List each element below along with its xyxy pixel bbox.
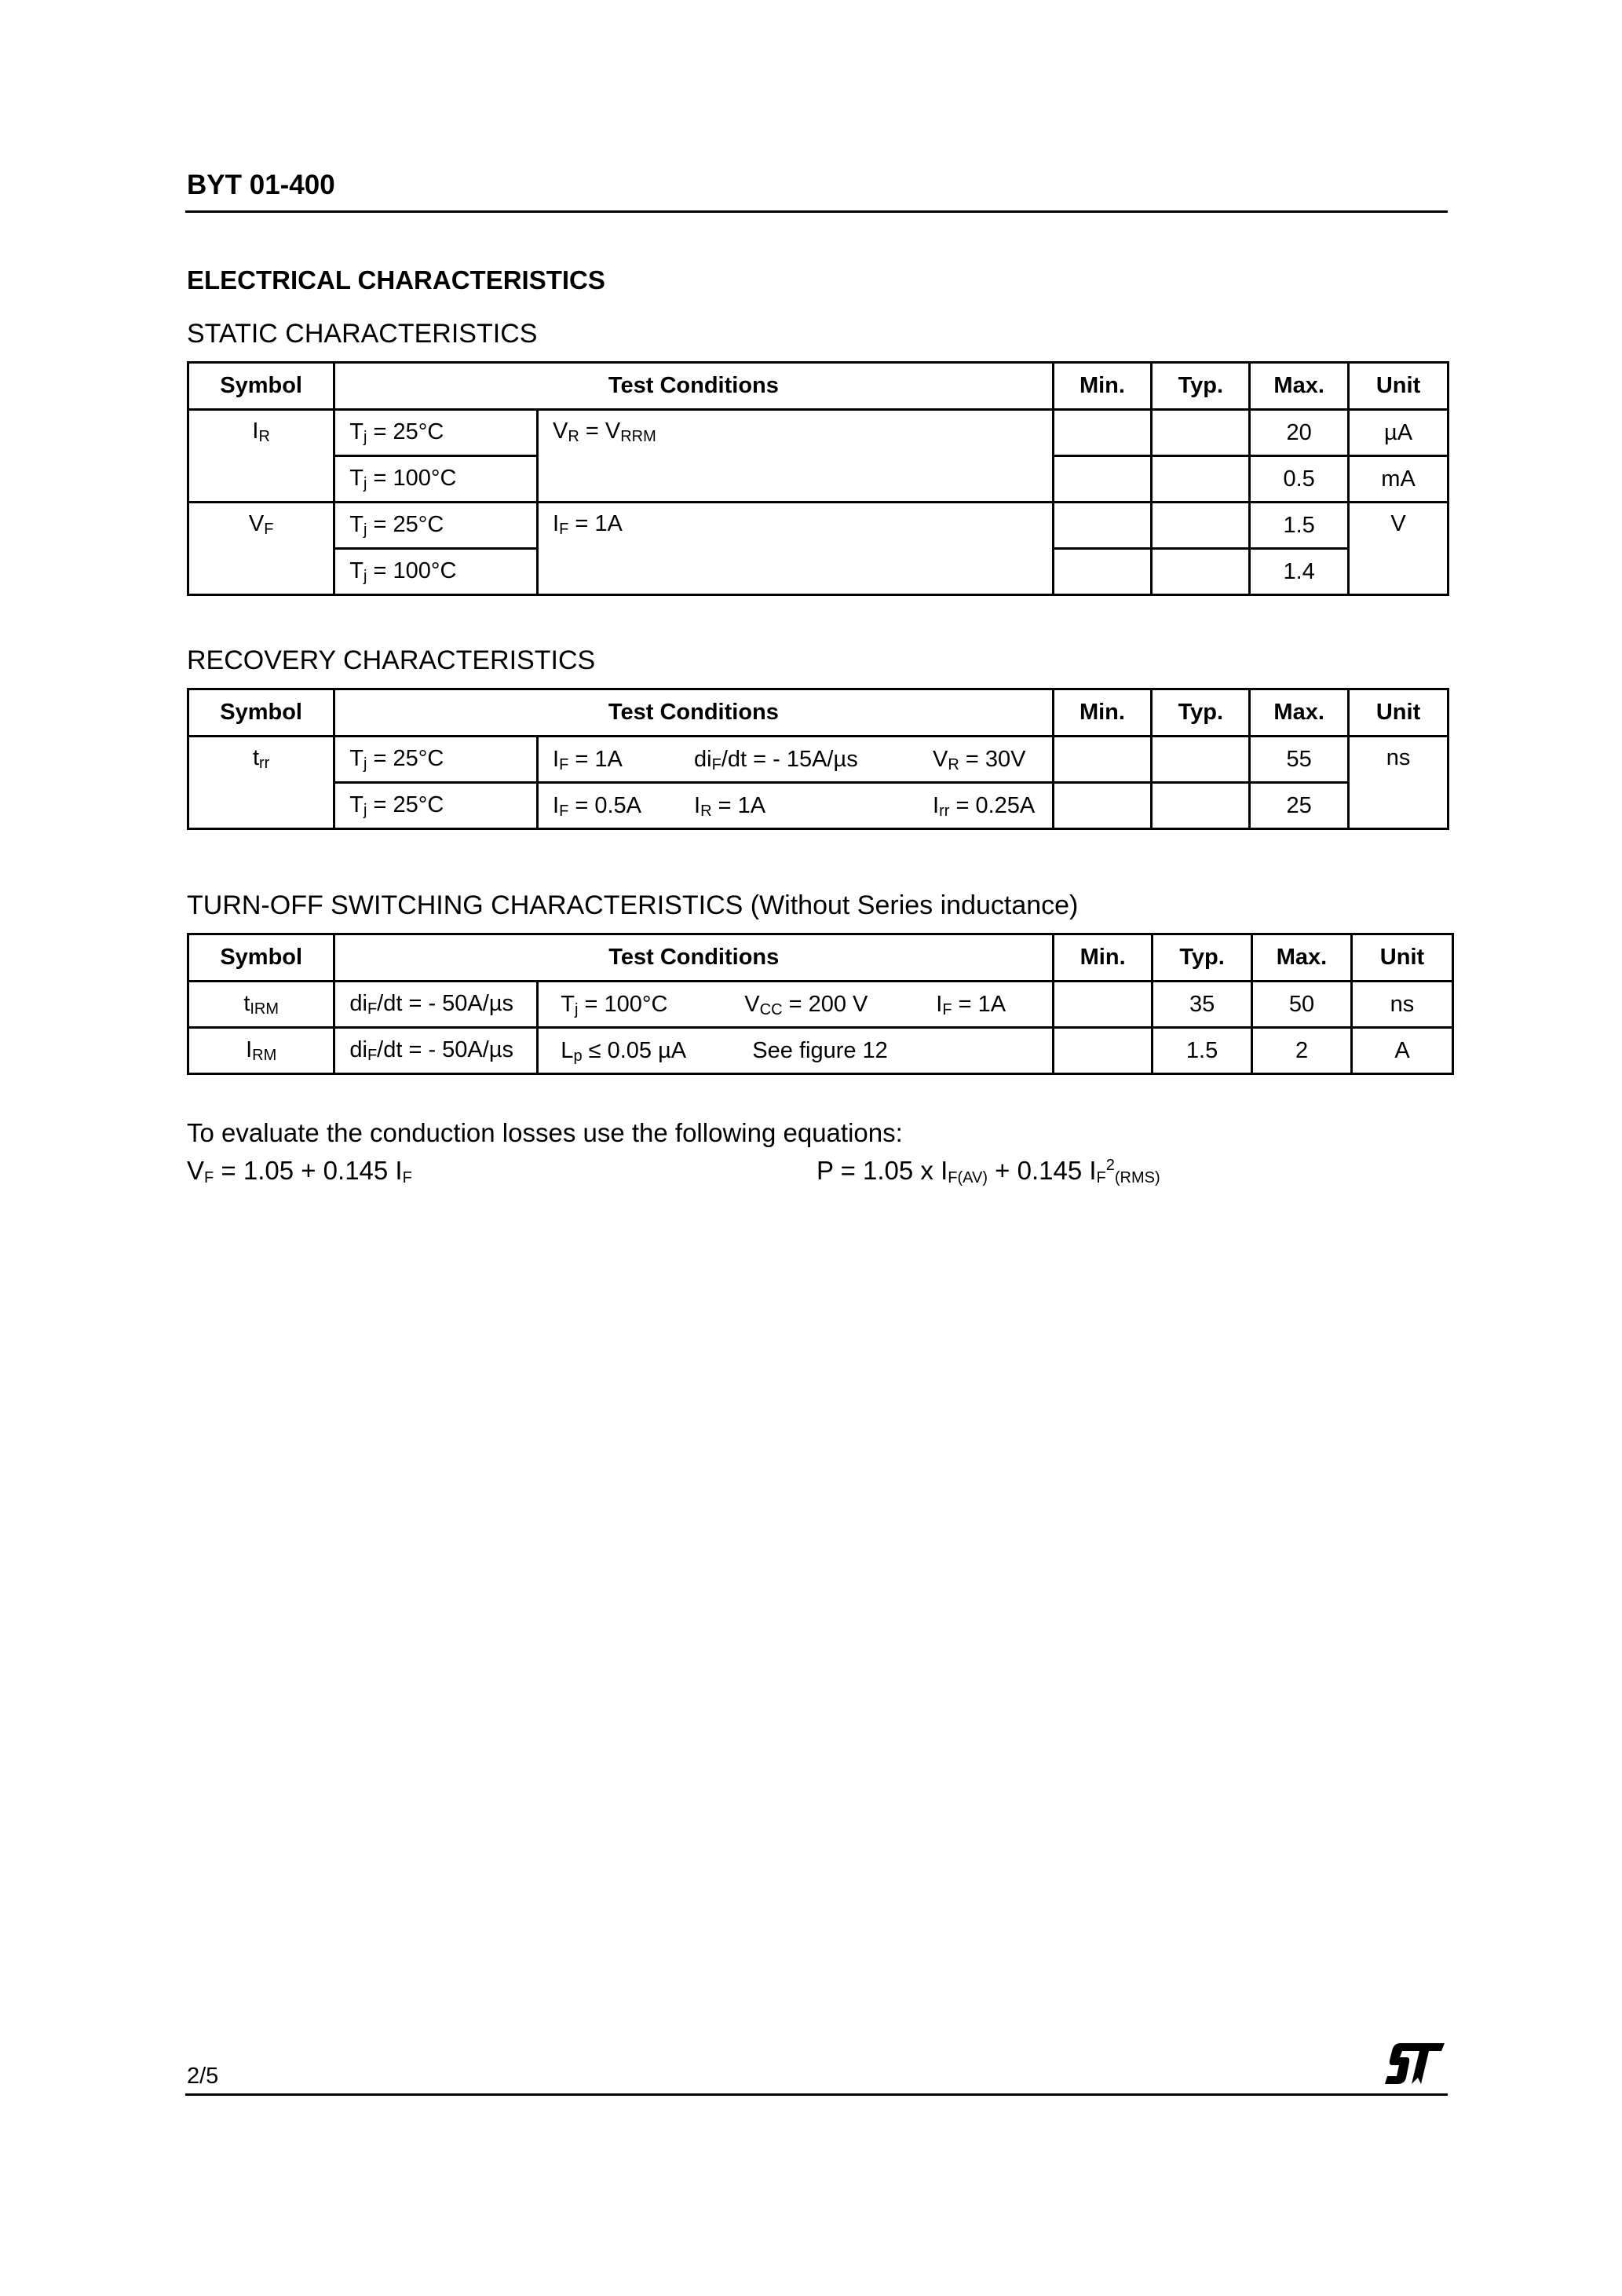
condition-cell: $I_F = 0.5A$ $I_R = 1A$ $I_{rr} = 0.25A$ bbox=[538, 783, 1054, 829]
max-cell: 20 bbox=[1250, 410, 1349, 456]
header-test-conditions: Test Conditions bbox=[334, 689, 1053, 737]
typ-cell bbox=[1152, 549, 1250, 595]
typ-cell bbox=[1152, 456, 1250, 503]
header-typ: Typ. bbox=[1152, 363, 1250, 410]
condition-cell: $L_p \le 0.05$ µA See figure 12 bbox=[538, 1028, 1054, 1074]
min-cell bbox=[1054, 982, 1153, 1028]
typ-cell bbox=[1152, 783, 1250, 829]
didt-cell: $di_F/dt$ = - 50A/µs bbox=[334, 1028, 538, 1074]
static-characteristics-table bbox=[187, 361, 1449, 596]
section-title: ELECTRICAL CHARACTERISTICS bbox=[187, 265, 605, 294]
header-min: Min. bbox=[1053, 689, 1152, 737]
header-rule bbox=[185, 210, 1448, 213]
max-cell: 55 bbox=[1250, 737, 1349, 783]
footer-rule bbox=[185, 2093, 1448, 2096]
table-row bbox=[188, 410, 1448, 456]
typ-cell bbox=[1152, 737, 1250, 783]
condition-cell: $I_F = 1A$ $di_F/dt$ = - 15A/µs $V_R = 30V$ bbox=[538, 737, 1054, 783]
table-header-row bbox=[188, 689, 1448, 737]
max-cell: 1.5 bbox=[1250, 503, 1349, 549]
tj-cell: $T_j = 100^\circ C$ bbox=[334, 456, 538, 503]
tj-cell: $T_j = 25^\circ C$ bbox=[334, 783, 538, 829]
typ-cell: 35 bbox=[1153, 982, 1252, 1028]
condition-cell: $I_F = 1A$ bbox=[538, 503, 1054, 595]
min-cell bbox=[1053, 410, 1152, 456]
header-max: Max. bbox=[1250, 689, 1349, 737]
table-header-row bbox=[188, 363, 1448, 410]
header-min: Min. bbox=[1054, 934, 1153, 982]
max-cell: 0.5 bbox=[1250, 456, 1349, 503]
tj-cell: $T_j = 100^\circ C$ bbox=[334, 549, 538, 595]
symbol-cell: $t_{rr}$ bbox=[188, 737, 334, 829]
header-symbol: Symbol bbox=[188, 689, 334, 737]
turnoff-switching-table bbox=[187, 933, 1454, 1075]
typ-cell bbox=[1152, 410, 1250, 456]
tj-cell: $T_j = 25^\circ C$ bbox=[334, 410, 538, 456]
min-cell bbox=[1053, 503, 1152, 549]
table-row bbox=[188, 783, 1448, 829]
header-symbol: Symbol bbox=[188, 363, 334, 410]
st-logo-icon bbox=[1383, 2042, 1446, 2086]
condition-cell: $V_R = V_{RRM}$ bbox=[538, 410, 1054, 503]
max-cell: 25 bbox=[1250, 783, 1349, 829]
unit-cell: ns bbox=[1349, 737, 1448, 829]
page-number: 2/5 bbox=[187, 2064, 219, 2089]
document-title: BYT 01-400 bbox=[187, 170, 335, 200]
header-max: Max. bbox=[1250, 363, 1349, 410]
min-cell bbox=[1054, 1028, 1153, 1074]
min-cell bbox=[1053, 549, 1152, 595]
vf-equation: $V_F = 1.05 + 0.145$ $I_F$ bbox=[187, 1156, 412, 1186]
recovery-characteristics-table bbox=[187, 688, 1449, 830]
symbol-cell: $t_{IRM}$ bbox=[188, 982, 334, 1028]
max-cell: 50 bbox=[1252, 982, 1352, 1028]
table-row bbox=[188, 737, 1448, 783]
typ-cell: 1.5 bbox=[1153, 1028, 1252, 1074]
header-unit: Unit bbox=[1349, 689, 1448, 737]
header-typ: Typ. bbox=[1153, 934, 1252, 982]
header-unit: Unit bbox=[1349, 363, 1448, 410]
unit-cell: A bbox=[1351, 1028, 1452, 1074]
unit-cell: ns bbox=[1351, 982, 1452, 1028]
max-cell: 2 bbox=[1252, 1028, 1352, 1074]
power-equation: P = 1.05 x $I_{F(AV)} + 0.145$ $I_F^2_{(RMS)}$ bbox=[816, 1156, 1160, 1186]
header-max: Max. bbox=[1252, 934, 1352, 982]
min-cell bbox=[1053, 456, 1152, 503]
table-row bbox=[188, 1028, 1453, 1074]
min-cell bbox=[1053, 737, 1152, 783]
header-test-conditions: Test Conditions bbox=[334, 934, 1054, 982]
recovery-characteristics-title: RECOVERY CHARACTERISTICS bbox=[187, 645, 596, 675]
didt-cell: $di_F/dt$ = - 50A/µs bbox=[334, 982, 538, 1028]
table-row bbox=[188, 982, 1453, 1028]
min-cell bbox=[1053, 783, 1152, 829]
tj-cell: $T_j = 25^\circ C$ bbox=[334, 503, 538, 549]
static-characteristics-title: STATIC CHARACTERISTICS bbox=[187, 319, 538, 349]
equations-intro: To evaluate the conduction losses use the following equations: bbox=[187, 1118, 903, 1147]
typ-cell bbox=[1152, 503, 1250, 549]
symbol-cell: $I_R$ bbox=[188, 410, 334, 503]
turnoff-switching-title: TURN-OFF SWITCHING CHARACTERISTICS (Without Series inductance) bbox=[187, 890, 1079, 920]
symbol-cell: $I_{RM}$ bbox=[188, 1028, 334, 1074]
condition-cell: $T_j = 100^\circ C$ $V_{CC} = 200$ V $I_F = 1A$ bbox=[538, 982, 1054, 1028]
unit-cell: µA bbox=[1349, 410, 1448, 456]
symbol-cell: $V_F$ bbox=[188, 503, 334, 595]
max-cell: 1.4 bbox=[1250, 549, 1349, 595]
header-typ: Typ. bbox=[1152, 689, 1250, 737]
header-unit: Unit bbox=[1351, 934, 1452, 982]
table-row bbox=[188, 503, 1448, 549]
header-min: Min. bbox=[1053, 363, 1152, 410]
header-symbol: Symbol bbox=[188, 934, 334, 982]
unit-cell: mA bbox=[1349, 456, 1448, 503]
tj-cell: $T_j = 25^\circ C$ bbox=[334, 737, 538, 783]
header-test-conditions: Test Conditions bbox=[334, 363, 1053, 410]
unit-cell: V bbox=[1349, 503, 1448, 595]
table-header-row bbox=[188, 934, 1453, 982]
